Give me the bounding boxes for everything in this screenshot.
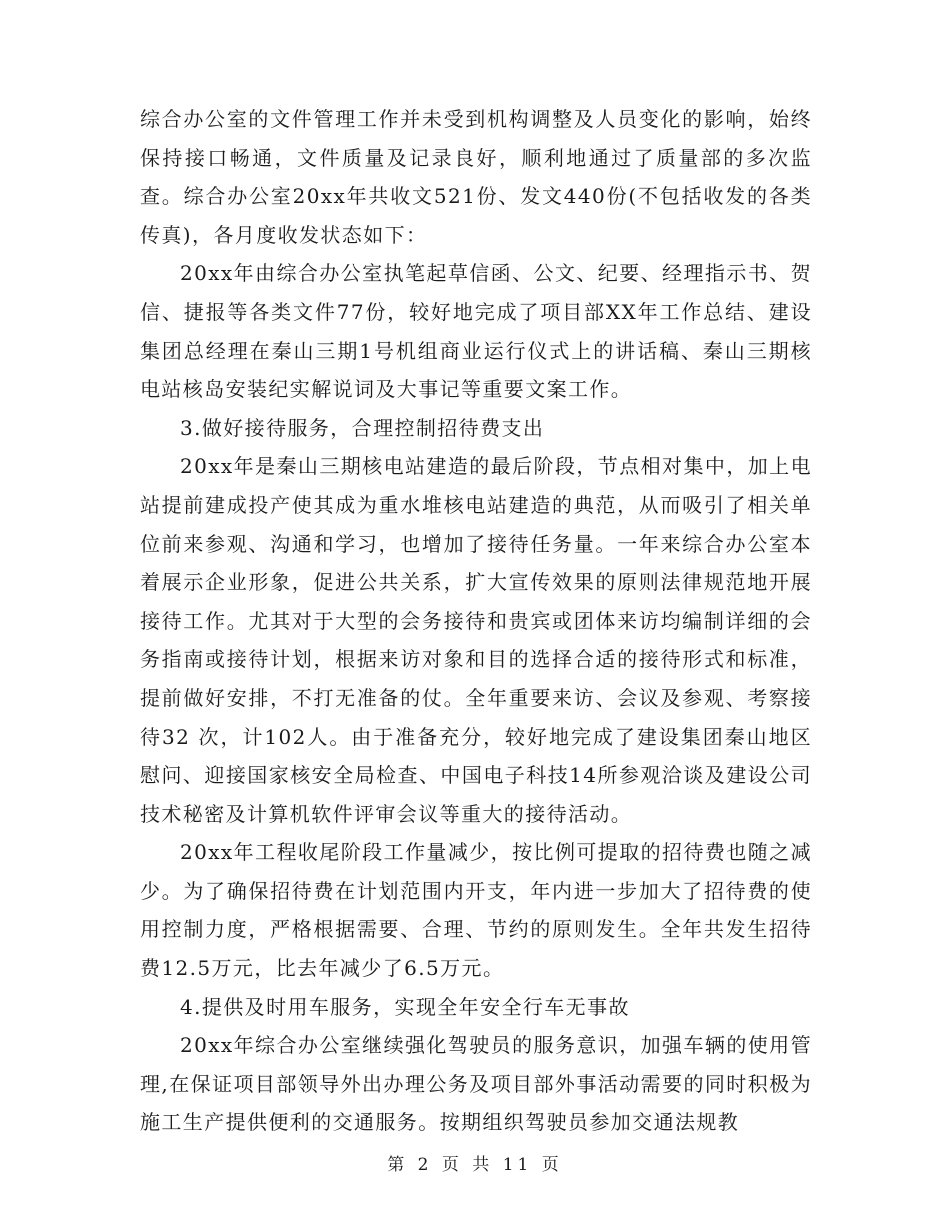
paragraph-reception-work: 20xx年是秦山三期核电站建造的最后阶段，节点相对集中，加上电站提前建成投产使其成为重水堆核电站建造的典范，从而吸引了相关单位前来参观、沟通和学习，也增加了接待任务量。一年来综合办公室本着展示企业形象，促进公共关系，扩大宣传效果的原则法律规范地开展接待工作。尤其对于大型的会务接待和贵宾或团体来访均编制详细的会务指南或接待计划，根据来访对象和目的选择合适的接待形式和标准，提前做好安排，不打无准备的仗。全年重要来访、会议及参观、考察接待32 次，计102人。由于准备充分，较好地完成了建设集团秦山地区慰问、迎接国家核安全局检查、中国电子科技14所参观洽谈及建设公司技术秘密及计算机软件评审会议等重大的接待活动。 (140, 454, 812, 826)
page-number-footer: 第 2 页 共 11 页 (387, 1155, 563, 1175)
section-heading-vehicle: 4.提供及时用车服务，实现全年安全行车无事故 (180, 994, 630, 1019)
section-heading-reception: 3.做好接待服务，合理控制招待费支出 (180, 415, 545, 440)
paragraph-document-drafting: 20xx年由综合办公室执笔起草信函、公文、纪要、经理指示书、贺信、捷报等各类文件77份，较好地完成了项目部XX年工作总结、建设集团总经理在秦山三期1号机组商业运行仪式上的讲话稿、秦山三期核电站核岛安装纪实解说词及大事记等重要文案工作。 (140, 261, 812, 402)
paragraph-file-management: 综合办公室的文件管理工作并未受到机构调整及人员变化的影响，始终保持接口畅通，文件质量及记录良好，顺利地通过了质量部的多次监查。综合办公室20xx年共收文521份、发文440份(不包括收发的各类传真)，各月度收发状态如下： (140, 107, 812, 247)
document-body (140, 100, 812, 1142)
paragraph-entertainment-expense: 20xx年工程收尾阶段工作量减少，按比例可提取的招待费也随之减少。为了确保招待费在计划范围内开支，年内进一步加大了招待费的使用控制力度，严格根据需要、合理、节约的原则发生。全年共发生招待费12.5万元，比去年减少了6.5万元。 (140, 840, 812, 981)
paragraph-vehicle-service: 20xx年综合办公室继续强化驾驶员的服务意识，加强车辆的使用管理,在保证项目部领导外出办理公务及项目部外事活动需要的同时积极为施工生产提供便利的交通服务。按期组织驾驶员参加交通法规教 (140, 1033, 812, 1135)
